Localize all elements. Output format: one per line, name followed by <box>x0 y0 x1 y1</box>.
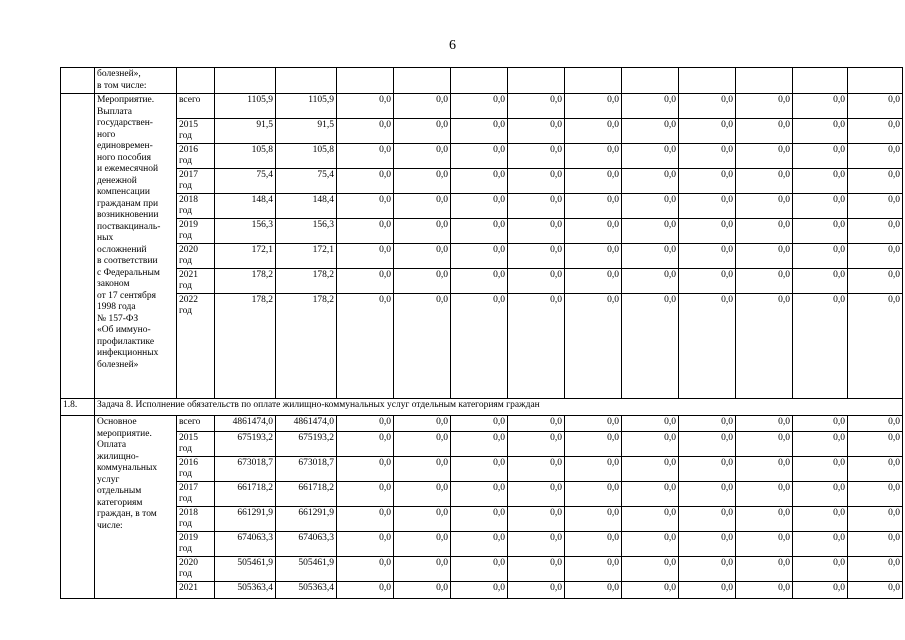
year-label: 2022 <box>179 295 198 305</box>
amount-total: 148,4 <box>215 194 276 219</box>
zero-value: 0,0 <box>394 482 451 507</box>
amount-budget: 1105,9 <box>276 94 337 119</box>
zero-value: 0,0 <box>337 119 394 144</box>
year-label: 2015 <box>179 433 198 443</box>
zero-value: 0,0 <box>679 457 736 482</box>
zero-value: 0,0 <box>793 416 848 432</box>
zero-value: 0,0 <box>337 482 394 507</box>
zero-value: 0,0 <box>337 416 394 432</box>
zero-value: 0,0 <box>394 457 451 482</box>
zero-value: 0,0 <box>565 294 622 399</box>
year-cell <box>177 482 215 507</box>
zero-value: 0,0 <box>394 532 451 557</box>
zero-value: 0,0 <box>394 269 451 294</box>
zero-value: 0,0 <box>679 507 736 532</box>
zero-value: 0,0 <box>508 194 565 219</box>
zero-value: 0,0 <box>622 507 679 532</box>
zero-value: 0,0 <box>508 582 565 599</box>
zero-value: 0,0 <box>337 194 394 219</box>
zero-value: 0,0 <box>848 557 903 582</box>
zero-value: 0,0 <box>508 294 565 399</box>
year-label: 2017 <box>179 483 198 493</box>
amount-total: 674063,3 <box>215 532 276 557</box>
zero-value: 0,0 <box>451 219 508 244</box>
year-label: 2020 <box>179 245 198 255</box>
zero-value: 0,0 <box>793 507 848 532</box>
zero-value: 0,0 <box>508 457 565 482</box>
year-unit: год <box>179 205 192 216</box>
year-label: 2021 <box>179 270 198 280</box>
year-label: 2020 <box>179 558 198 568</box>
zero-value: 0,0 <box>451 532 508 557</box>
zero-value: 0,0 <box>622 532 679 557</box>
amount-total: 505461,9 <box>215 557 276 582</box>
year-unit: год <box>179 230 192 241</box>
zero-value: 0,0 <box>622 482 679 507</box>
zero-value: 0,0 <box>622 557 679 582</box>
table-row <box>61 294 903 399</box>
zero-value: 0,0 <box>736 244 793 269</box>
table-row <box>61 416 903 432</box>
zero-value: 0,0 <box>508 416 565 432</box>
zero-value: 0,0 <box>848 194 903 219</box>
amount-budget: 105,8 <box>276 144 337 169</box>
zero-value: 0,0 <box>736 269 793 294</box>
zero-value: 0,0 <box>848 432 903 457</box>
zero-value: 0,0 <box>337 507 394 532</box>
year-unit: год <box>179 255 192 266</box>
zero-value: 0,0 <box>337 144 394 169</box>
zero-value: 0,0 <box>736 457 793 482</box>
year-cell <box>177 432 215 457</box>
zero-value: 0,0 <box>679 482 736 507</box>
zero-value: 0,0 <box>337 582 394 599</box>
year-unit: год <box>179 443 192 454</box>
zero-value: 0,0 <box>337 244 394 269</box>
zero-value: 0,0 <box>622 294 679 399</box>
year-unit: год <box>179 155 192 166</box>
table-row <box>61 507 903 532</box>
zero-value: 0,0 <box>679 557 736 582</box>
zero-value: 0,0 <box>679 294 736 399</box>
zero-value: 0,0 <box>451 416 508 432</box>
zero-value: 0,0 <box>451 244 508 269</box>
zero-value: 0,0 <box>508 557 565 582</box>
zero-value: 0,0 <box>679 119 736 144</box>
zero-value: 0,0 <box>565 532 622 557</box>
zero-value: 0,0 <box>848 582 903 599</box>
amount-total: 178,2 <box>215 294 276 399</box>
zero-value: 0,0 <box>337 169 394 194</box>
zero-value: 0,0 <box>679 432 736 457</box>
zero-value: 0,0 <box>451 269 508 294</box>
year-cell <box>177 557 215 582</box>
year-cell <box>177 532 215 557</box>
description-cell: болезней», в том числе: <box>95 68 177 94</box>
zero-value: 0,0 <box>337 532 394 557</box>
zero-value: 0,0 <box>622 457 679 482</box>
description-cell: Мероприятие. Выплата государствен- ного единовремен- ного пособия и ежемесячной денежной компенсации гражданам при возникновении поствакциналь- ных осложнений в соответствии с Федеральным законом от 17 сентября 1998 года № 157-ФЗ «Об иммуно- профилактике инфекционных болезней» <box>95 94 177 399</box>
amount-budget: 156,3 <box>276 219 337 244</box>
zero-value: 0,0 <box>337 94 394 119</box>
year-cell <box>177 294 215 399</box>
zero-value: 0,0 <box>394 169 451 194</box>
zero-value: 0,0 <box>848 269 903 294</box>
zero-value: 0,0 <box>394 244 451 269</box>
empty-cell <box>793 68 848 94</box>
empty-cell <box>679 68 736 94</box>
zero-value: 0,0 <box>394 119 451 144</box>
amount-total: 172,1 <box>215 244 276 269</box>
empty-cell <box>337 68 394 94</box>
zero-value: 0,0 <box>622 219 679 244</box>
zero-value: 0,0 <box>793 194 848 219</box>
table-row <box>61 244 903 269</box>
year-label: 2015 <box>179 120 198 130</box>
zero-value: 0,0 <box>565 119 622 144</box>
year-cell <box>177 416 215 432</box>
year-cell <box>177 169 215 194</box>
empty-cell <box>451 68 508 94</box>
zero-value: 0,0 <box>451 119 508 144</box>
zero-value: 0,0 <box>793 457 848 482</box>
amount-budget: 674063,3 <box>276 532 337 557</box>
zero-value: 0,0 <box>394 416 451 432</box>
zero-value: 0,0 <box>622 416 679 432</box>
amount-total: 75,4 <box>215 169 276 194</box>
zero-value: 0,0 <box>622 269 679 294</box>
zero-value: 0,0 <box>565 219 622 244</box>
zero-value: 0,0 <box>337 219 394 244</box>
table-row <box>61 557 903 582</box>
table-row <box>61 532 903 557</box>
year-label: всего <box>179 417 201 427</box>
zero-value: 0,0 <box>793 119 848 144</box>
zero-value: 0,0 <box>565 144 622 169</box>
zero-value: 0,0 <box>508 144 565 169</box>
zero-value: 0,0 <box>736 294 793 399</box>
zero-value: 0,0 <box>565 269 622 294</box>
zero-value: 0,0 <box>394 507 451 532</box>
empty-cell <box>276 68 337 94</box>
zero-value: 0,0 <box>793 482 848 507</box>
zero-value: 0,0 <box>337 557 394 582</box>
amount-budget: 178,2 <box>276 294 337 399</box>
zero-value: 0,0 <box>793 144 848 169</box>
table-row <box>61 219 903 244</box>
zero-value: 0,0 <box>451 294 508 399</box>
amount-total: 505363,4 <box>215 582 276 599</box>
year-unit: год <box>179 518 192 529</box>
year-cell <box>177 457 215 482</box>
zero-value: 0,0 <box>394 194 451 219</box>
year-unit: год <box>179 468 192 479</box>
amount-budget: 673018,7 <box>276 457 337 482</box>
zero-value: 0,0 <box>508 244 565 269</box>
zero-value: 0,0 <box>736 507 793 532</box>
amount-budget: 675193,2 <box>276 432 337 457</box>
zero-value: 0,0 <box>565 244 622 269</box>
zero-value: 0,0 <box>565 432 622 457</box>
zero-value: 0,0 <box>736 416 793 432</box>
year-label: 2019 <box>179 220 198 230</box>
zero-value: 0,0 <box>394 432 451 457</box>
zero-value: 0,0 <box>565 457 622 482</box>
zero-value: 0,0 <box>736 557 793 582</box>
amount-budget: 4861474,0 <box>276 416 337 432</box>
zero-value: 0,0 <box>508 432 565 457</box>
zero-value: 0,0 <box>394 294 451 399</box>
year-label: 2018 <box>179 195 198 205</box>
zero-value: 0,0 <box>736 144 793 169</box>
zero-value: 0,0 <box>508 269 565 294</box>
zero-value: 0,0 <box>736 169 793 194</box>
year-unit: год <box>179 130 192 141</box>
zero-value: 0,0 <box>394 557 451 582</box>
year-cell <box>177 507 215 532</box>
zero-value: 0,0 <box>848 457 903 482</box>
year-label: 2018 <box>179 508 198 518</box>
year-cell <box>177 119 215 144</box>
zero-value: 0,0 <box>848 482 903 507</box>
zero-value: 0,0 <box>736 532 793 557</box>
year-cell <box>177 94 215 119</box>
zero-value: 0,0 <box>508 219 565 244</box>
year-label: 2016 <box>179 458 198 468</box>
zero-value: 0,0 <box>679 169 736 194</box>
zero-value: 0,0 <box>793 294 848 399</box>
empty-cell <box>177 68 215 94</box>
empty-cell <box>622 68 679 94</box>
year-label: всего <box>179 95 201 105</box>
amount-total: 661718,2 <box>215 482 276 507</box>
zero-value: 0,0 <box>793 169 848 194</box>
page-number: 6 <box>449 38 456 53</box>
row-number-cell <box>61 416 95 599</box>
zero-value: 0,0 <box>622 582 679 599</box>
task-title: Задача 8. Исполнение обязательств по оплате жилищно-коммунальных услуг отдельным категориям граждан <box>95 399 903 416</box>
zero-value: 0,0 <box>848 219 903 244</box>
year-label: 2019 <box>179 533 198 543</box>
zero-value: 0,0 <box>565 94 622 119</box>
zero-value: 0,0 <box>451 194 508 219</box>
zero-value: 0,0 <box>451 482 508 507</box>
zero-value: 0,0 <box>848 507 903 532</box>
year-cell <box>177 582 215 599</box>
empty-cell <box>565 68 622 94</box>
zero-value: 0,0 <box>337 432 394 457</box>
zero-value: 0,0 <box>736 194 793 219</box>
zero-value: 0,0 <box>848 416 903 432</box>
empty-cell <box>215 68 276 94</box>
zero-value: 0,0 <box>394 219 451 244</box>
amount-budget: 661291,9 <box>276 507 337 532</box>
zero-value: 0,0 <box>451 432 508 457</box>
zero-value: 0,0 <box>337 457 394 482</box>
zero-value: 0,0 <box>394 144 451 169</box>
table-row <box>61 119 903 144</box>
year-label: 2017 <box>179 170 198 180</box>
zero-value: 0,0 <box>508 532 565 557</box>
table-row <box>61 169 903 194</box>
zero-value: 0,0 <box>848 294 903 399</box>
task-number: 1.8. <box>61 399 95 416</box>
zero-value: 0,0 <box>679 144 736 169</box>
zero-value: 0,0 <box>679 416 736 432</box>
amount-total: 675193,2 <box>215 432 276 457</box>
zero-value: 0,0 <box>451 94 508 119</box>
zero-value: 0,0 <box>451 557 508 582</box>
zero-value: 0,0 <box>337 269 394 294</box>
zero-value: 0,0 <box>679 582 736 599</box>
zero-value: 0,0 <box>565 194 622 219</box>
table-row <box>61 457 903 482</box>
year-cell <box>177 269 215 294</box>
zero-value: 0,0 <box>848 244 903 269</box>
zero-value: 0,0 <box>736 482 793 507</box>
year-label: 2016 <box>179 145 198 155</box>
table-row <box>61 94 903 119</box>
zero-value: 0,0 <box>508 94 565 119</box>
zero-value: 0,0 <box>848 94 903 119</box>
zero-value: 0,0 <box>451 582 508 599</box>
zero-value: 0,0 <box>451 457 508 482</box>
zero-value: 0,0 <box>848 532 903 557</box>
zero-value: 0,0 <box>736 119 793 144</box>
amount-total: 661291,9 <box>215 507 276 532</box>
empty-cell <box>736 68 793 94</box>
zero-value: 0,0 <box>565 169 622 194</box>
year-unit: год <box>179 568 192 579</box>
zero-value: 0,0 <box>679 194 736 219</box>
description-cell: Основное мероприятие. Оплата жилищно- коммунальных услуг отдельным категориям граждан, в том числе: <box>95 416 177 599</box>
year-unit: год <box>179 543 192 554</box>
year-cell <box>177 244 215 269</box>
zero-value: 0,0 <box>622 194 679 219</box>
zero-value: 0,0 <box>736 219 793 244</box>
table-row <box>61 432 903 457</box>
zero-value: 0,0 <box>508 119 565 144</box>
zero-value: 0,0 <box>451 144 508 169</box>
zero-value: 0,0 <box>793 219 848 244</box>
zero-value: 0,0 <box>679 219 736 244</box>
amount-total: 178,2 <box>215 269 276 294</box>
zero-value: 0,0 <box>565 416 622 432</box>
budget-table <box>60 67 903 599</box>
empty-cell <box>508 68 565 94</box>
zero-value: 0,0 <box>679 532 736 557</box>
table-row <box>61 68 903 94</box>
year-unit: год <box>179 305 192 316</box>
zero-value: 0,0 <box>848 169 903 194</box>
amount-total: 156,3 <box>215 219 276 244</box>
amount-budget: 661718,2 <box>276 482 337 507</box>
task-row <box>61 399 903 416</box>
amount-budget: 505461,9 <box>276 557 337 582</box>
empty-cell <box>848 68 903 94</box>
zero-value: 0,0 <box>736 94 793 119</box>
amount-budget: 91,5 <box>276 119 337 144</box>
zero-value: 0,0 <box>736 582 793 599</box>
zero-value: 0,0 <box>622 144 679 169</box>
zero-value: 0,0 <box>622 94 679 119</box>
zero-value: 0,0 <box>848 119 903 144</box>
year-cell <box>177 194 215 219</box>
table-row <box>61 482 903 507</box>
year-cell <box>177 219 215 244</box>
zero-value: 0,0 <box>451 169 508 194</box>
table-row <box>61 582 903 599</box>
year-label: 2021 <box>179 583 198 593</box>
zero-value: 0,0 <box>622 119 679 144</box>
amount-budget: 178,2 <box>276 269 337 294</box>
zero-value: 0,0 <box>451 507 508 532</box>
row-number-cell <box>61 68 95 94</box>
zero-value: 0,0 <box>622 432 679 457</box>
amount-total: 91,5 <box>215 119 276 144</box>
zero-value: 0,0 <box>622 244 679 269</box>
amount-budget: 505363,4 <box>276 582 337 599</box>
empty-cell <box>394 68 451 94</box>
row-number-cell <box>61 94 95 399</box>
amount-total: 105,8 <box>215 144 276 169</box>
table-row <box>61 144 903 169</box>
zero-value: 0,0 <box>793 582 848 599</box>
year-unit: год <box>179 280 192 291</box>
zero-value: 0,0 <box>565 582 622 599</box>
amount-total: 1105,9 <box>215 94 276 119</box>
amount-total: 673018,7 <box>215 457 276 482</box>
zero-value: 0,0 <box>508 507 565 532</box>
zero-value: 0,0 <box>337 294 394 399</box>
zero-value: 0,0 <box>848 144 903 169</box>
zero-value: 0,0 <box>793 432 848 457</box>
year-cell <box>177 144 215 169</box>
year-unit: год <box>179 180 192 191</box>
table-row <box>61 194 903 219</box>
amount-total: 4861474,0 <box>215 416 276 432</box>
zero-value: 0,0 <box>679 94 736 119</box>
zero-value: 0,0 <box>508 482 565 507</box>
zero-value: 0,0 <box>793 269 848 294</box>
zero-value: 0,0 <box>565 507 622 532</box>
zero-value: 0,0 <box>394 582 451 599</box>
zero-value: 0,0 <box>394 94 451 119</box>
zero-value: 0,0 <box>679 269 736 294</box>
amount-budget: 172,1 <box>276 244 337 269</box>
zero-value: 0,0 <box>508 169 565 194</box>
zero-value: 0,0 <box>565 557 622 582</box>
zero-value: 0,0 <box>793 94 848 119</box>
zero-value: 0,0 <box>679 244 736 269</box>
zero-value: 0,0 <box>793 557 848 582</box>
amount-budget: 75,4 <box>276 169 337 194</box>
zero-value: 0,0 <box>622 169 679 194</box>
zero-value: 0,0 <box>565 482 622 507</box>
zero-value: 0,0 <box>736 432 793 457</box>
zero-value: 0,0 <box>793 532 848 557</box>
zero-value: 0,0 <box>793 244 848 269</box>
table-row <box>61 269 903 294</box>
amount-budget: 148,4 <box>276 194 337 219</box>
year-unit: год <box>179 493 192 504</box>
